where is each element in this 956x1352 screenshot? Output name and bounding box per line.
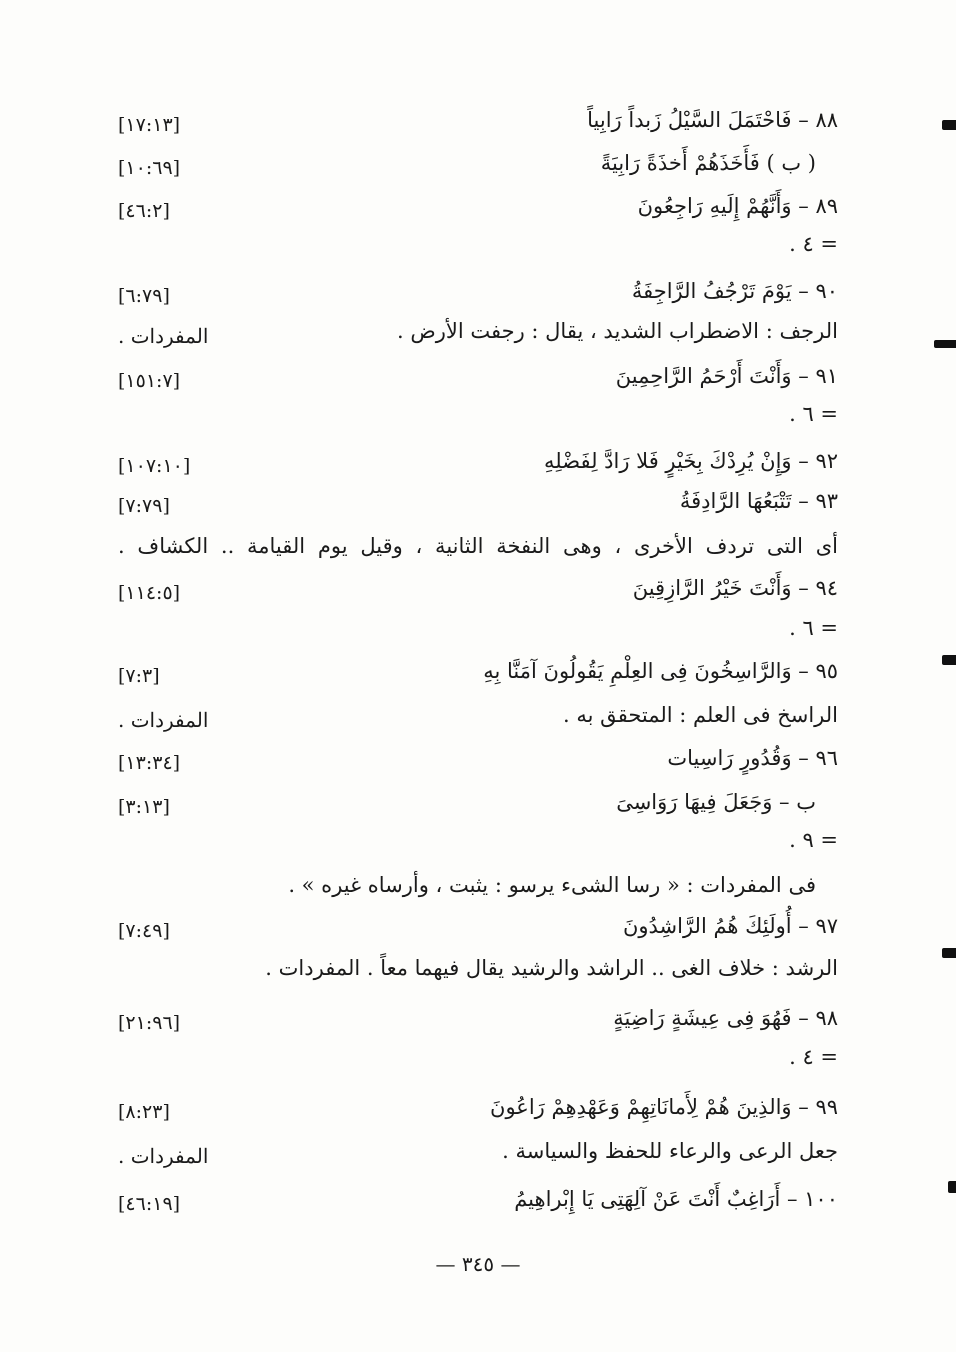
margin-mark [942, 655, 956, 665]
entry-99-verse: ٩٩ – وَالذِينَ هُمْ لِأَمانَاتِهِمْ وَعَهْدِهِمْ رَاعُونَ [490, 1095, 838, 1119]
entry-89-ref: [٤٦:٢] [118, 200, 170, 222]
entry-96-gloss: فى المفردات : « رسا الشىء يرسو : يثبت ، وأرساه غيره » . [288, 873, 816, 897]
entry-97-gloss: الرشد : خلاف الغى .. الراشد والرشيد يقال فيهما معاً . المفردات . [265, 956, 838, 980]
page-number: — ٣٤٥ — [435, 1252, 521, 1276]
entry-89-verse: ٨٩ – وَأَنَّهُمْ إِلَيهِ رَاجِعُونَ [637, 194, 838, 218]
entry-96-ref: [١٣:٣٤] [118, 752, 181, 774]
entry-94-verse: ٩٤ – وَأَنْتَ خَيْرُ الرَّازِقِينَ [632, 576, 838, 600]
entry-92-verse: ٩٢ – وَإِنْ يُرِدْكَ بِخَيْرٍ فَلا رَادَّ لِفَضْلِهِ [544, 449, 838, 473]
count-line: = ٩ . [789, 828, 838, 852]
entry-93-gloss: أى التى تردف الأخرى ، وهى النفخة الثانية ، وقيل يوم القيامة .. الكشاف . [118, 534, 838, 558]
entry-92-ref: [١٠٧:١٠] [118, 455, 191, 477]
margin-mark [934, 340, 956, 348]
entry-99-source: المفردات . [118, 1144, 209, 1168]
entry-97-ref: [٧:٤٩] [118, 920, 170, 942]
entry-96b-verse: ب – وَجَعَلَ فِيهَا رَوَاسِىَ [616, 790, 816, 814]
entry-88-verse: ٨٨ – فَاحْتَمَلَ السَّيْلُ زَبداً رَابِياً [587, 108, 838, 132]
entry-93-ref: [٧:٧٩] [118, 495, 170, 517]
entry-90-verse: ٩٠ – يَوْمَ تَرْجُفُ الرَّاجِفَةُ [631, 279, 838, 303]
entry-95-gloss: الراسخ فى العلم : المتحقق به . [563, 703, 838, 727]
count-line: = ٦ . [789, 402, 838, 426]
entry-100-verse: ١٠٠ – أَرَاغِبٌ أَنْتَ عَنْ آلِهَتِى يَا إِبْراهِيمُ [514, 1187, 838, 1211]
entry-95-ref: [٧:٣] [118, 665, 160, 687]
entry-99-gloss: جعل الرعى والرعاء للحفظ والسياسة . [502, 1139, 838, 1163]
entry-98-verse: ٩٨ – فَهُوَ فِى عِيشَةٍ رَاضِيَةٍ [613, 1006, 838, 1030]
entry-97-verse: ٩٧ – أُولَئِكَ هُمُ الرَّاشِدُونَ [622, 914, 838, 938]
entry-93-verse: ٩٣ – تَتْبَعُهَا الرَّادِفَةُ [679, 489, 838, 513]
entry-98-ref: [٢١:٩٦] [118, 1012, 181, 1034]
count-line: = ٤ . [789, 232, 838, 256]
entry-94-ref: [١١٤:٥] [118, 582, 181, 604]
margin-mark [942, 948, 956, 958]
entry-88b-ref: [١٠:٦٩] [118, 157, 181, 179]
entry-96b-ref: [٣:١٣] [118, 796, 170, 818]
entry-91-verse: ٩١ – وَأَنْتَ أَرْحَمُ الرَّاحِمِينَ [615, 364, 838, 388]
entry-90-gloss: الرجف : الاضطراب الشديد ، يقال : رجفت الأرض . [397, 319, 838, 343]
entry-91-ref: [١٥١:٧] [118, 370, 181, 392]
count-line: = ٤ . [789, 1045, 838, 1069]
margin-mark [948, 1181, 956, 1193]
entry-100-ref: [٤٦:١٩] [118, 1193, 181, 1215]
entry-90-source: المفردات . [118, 324, 209, 348]
entry-95-source: المفردات . [118, 708, 209, 732]
count-line: = ٦ . [789, 616, 838, 640]
entry-95-verse: ٩٥ – وَالرَّاسِخُونَ فِى العِلْمِ يَقُولُونَ آمَنَّا بِهِ [483, 659, 838, 683]
entry-96-verse: ٩٦ – وَقُدُورٍ رَاسِيات [667, 746, 838, 770]
entry-90-ref: [٦:٧٩] [118, 285, 170, 307]
margin-mark [942, 120, 956, 130]
entry-88b-verse: ( ب ) فَأَخَذَهُمْ أَخذَةً رَابِيَةً [600, 151, 816, 175]
entry-88-ref: [١٧:١٣] [118, 114, 181, 136]
entry-99-ref: [٨:٢٣] [118, 1101, 170, 1123]
